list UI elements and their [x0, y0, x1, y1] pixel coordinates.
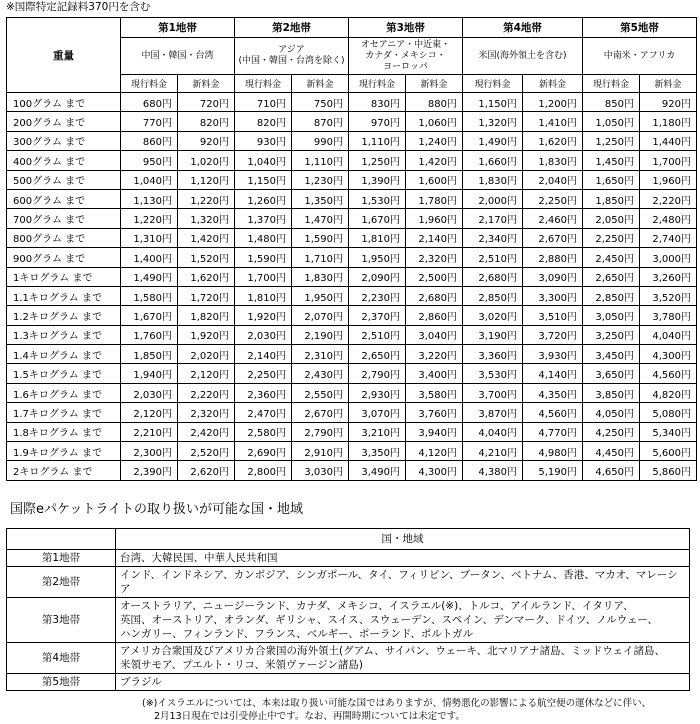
new-rate-cell: 870円	[292, 112, 349, 131]
weight-cell: 100グラム まで	[7, 93, 121, 112]
current-rate-cell: 1,480円	[235, 228, 292, 247]
zone-countries: インド、インドネシア、カンボジア、シンガポール、タイ、フィリピン、ブータン、ベトナム、香港、マカオ、マレーシア	[116, 567, 690, 598]
new-rate-cell: 4,040円	[640, 325, 697, 344]
current-rate-cell: 1,040円	[235, 151, 292, 170]
rate-row	[7, 442, 697, 461]
zone-row	[7, 598, 690, 643]
current-rate-cell: 1,390円	[349, 170, 406, 189]
zone-label: 第5地帯	[7, 674, 116, 691]
current-rate-cell: 2,680円	[463, 267, 523, 286]
new-rate-cell: 720円	[178, 93, 235, 112]
new-rate-cell: 2,310円	[292, 345, 349, 364]
new-rate-cell: 1,710円	[292, 248, 349, 267]
rate-row	[7, 345, 697, 364]
new-rate-cell: 1,420円	[178, 228, 235, 247]
current-rate-cell: 4,450円	[583, 442, 640, 461]
current-rate-cell: 2,370円	[349, 306, 406, 325]
zone-region: アジア (中国・韓国・台湾を除く)	[235, 38, 349, 75]
new-rate-cell: 2,620円	[178, 461, 235, 480]
current-rate-cell: 2,230円	[349, 286, 406, 305]
current-rate-cell: 3,210円	[349, 422, 406, 441]
new-rate-cell: 1,950円	[292, 286, 349, 305]
new-rate-cell: 3,520円	[640, 286, 697, 305]
new-rate-cell: 920円	[178, 131, 235, 150]
current-rate-cell: 3,700円	[463, 383, 523, 402]
zone-region: オセアニア・中近東・ カナダ・メキシコ・ ヨーロッパ	[349, 38, 463, 75]
new-rate-cell: 1,230円	[292, 170, 349, 189]
new-rate-cell: 1,830円	[292, 267, 349, 286]
new-rate-cell: 2,070円	[292, 306, 349, 325]
new-rate-cell: 2,250円	[523, 189, 583, 208]
new-rate-cell: 3,580円	[406, 383, 463, 402]
new-rate-cell: 1,720円	[178, 286, 235, 305]
weight-cell: 500グラム まで	[7, 170, 121, 189]
current-rate-cell: 1,450円	[583, 151, 640, 170]
rate-row	[7, 93, 697, 112]
current-rate-cell: 1,590円	[235, 248, 292, 267]
current-rate-cell: 2,930円	[349, 383, 406, 402]
new-rate-cell: 1,960円	[406, 209, 463, 228]
new-rate-cell: 3,760円	[406, 403, 463, 422]
current-rate-cell: 3,350円	[349, 442, 406, 461]
new-rate-cell: 1,700円	[640, 151, 697, 170]
current-rate-cell: 1,850円	[583, 189, 640, 208]
current-rate-cell: 2,030円	[235, 325, 292, 344]
rate-row	[7, 131, 697, 150]
current-rate-cell: 1,110円	[349, 131, 406, 150]
new-rate-cell: 4,560円	[640, 364, 697, 383]
new-rate-cell: 1,240円	[406, 131, 463, 150]
current-rate-cell: 1,850円	[121, 345, 178, 364]
new-rate-cell: 920円	[640, 93, 697, 112]
new-rate-cell: 3,720円	[523, 325, 583, 344]
new-rate-cell: 3,300円	[523, 286, 583, 305]
current-rate-cell: 4,650円	[583, 461, 640, 480]
current-rate-cell: 2,140円	[235, 345, 292, 364]
current-rate-cell: 2,510円	[349, 325, 406, 344]
new-rate-header: 新料金	[523, 75, 583, 93]
current-rate-cell: 3,020円	[463, 306, 523, 325]
current-rate-cell: 850円	[583, 93, 640, 112]
zone-label: 第1地帯	[7, 550, 116, 567]
new-rate-header: 新料金	[292, 75, 349, 93]
current-rate-cell: 830円	[349, 93, 406, 112]
rate-row	[7, 286, 697, 305]
current-rate-cell: 770円	[121, 112, 178, 131]
new-rate-cell: 2,120円	[178, 364, 235, 383]
new-rate-cell: 2,860円	[406, 306, 463, 325]
weight-cell: 1.4キログラム まで	[7, 345, 121, 364]
current-rate-cell: 1,760円	[121, 325, 178, 344]
countries-section-title: 国際eパケットライトの取り扱いが可能な国・地域	[10, 502, 303, 517]
weight-cell: 1.8キログラム まで	[7, 422, 121, 441]
new-rate-cell: 1,350円	[292, 189, 349, 208]
current-rate-cell: 2,650円	[349, 345, 406, 364]
new-rate-cell: 3,260円	[640, 267, 697, 286]
current-rate-cell: 2,390円	[121, 461, 178, 480]
new-rate-cell: 2,790円	[292, 422, 349, 441]
rate-row	[7, 403, 697, 422]
zone-header-blank	[7, 529, 116, 550]
new-rate-cell: 1,600円	[406, 170, 463, 189]
new-rate-cell: 1,440円	[640, 131, 697, 150]
countries-table	[6, 528, 690, 691]
current-rate-cell: 1,810円	[235, 286, 292, 305]
current-rate-cell: 3,050円	[583, 306, 640, 325]
footnote-line: (※)イスラエルについては、本来は取り扱い可能な国ではありますが、情勢悪化の影響による航空便の運休などに伴い、	[142, 698, 652, 709]
new-rate-cell: 4,560円	[523, 403, 583, 422]
new-rate-cell: 880円	[406, 93, 463, 112]
new-rate-cell: 3,400円	[406, 364, 463, 383]
zone-countries: オーストラリア、ニュージーランド、カナダ、メキシコ、イスラエル(※)、トルコ、アイルランド、イタリア、 英国、オーストリア、オランダ、ギリシャ、スイス、スウェーデン、スペイン、デンマーク、ドイツ、ノルウェー、 ハンガリー、フィンランド、フランス、ベルギー、ポーランド、ポルトガル	[116, 598, 690, 643]
weight-cell: 2キログラム まで	[7, 461, 121, 480]
current-rate-cell: 4,040円	[463, 422, 523, 441]
new-rate-cell: 2,520円	[178, 442, 235, 461]
new-rate-cell: 4,120円	[406, 442, 463, 461]
new-rate-cell: 1,110円	[292, 151, 349, 170]
current-rate-cell: 1,950円	[349, 248, 406, 267]
weight-cell: 1.3キログラム まで	[7, 325, 121, 344]
new-rate-cell: 4,770円	[523, 422, 583, 441]
rate-row	[7, 170, 697, 189]
new-rate-cell: 2,460円	[523, 209, 583, 228]
current-rate-cell: 2,120円	[121, 403, 178, 422]
current-rate-cell: 710円	[235, 93, 292, 112]
new-rate-cell: 1,120円	[178, 170, 235, 189]
current-rate-cell: 3,850円	[583, 383, 640, 402]
new-rate-cell: 3,780円	[640, 306, 697, 325]
new-rate-cell: 2,220円	[178, 383, 235, 402]
current-rate-cell: 2,800円	[235, 461, 292, 480]
rate-row	[7, 228, 697, 247]
current-rate-cell: 1,660円	[463, 151, 523, 170]
current-rate-cell: 2,210円	[121, 422, 178, 441]
current-rate-cell: 2,000円	[463, 189, 523, 208]
current-rate-cell: 2,030円	[121, 383, 178, 402]
rate-row	[7, 383, 697, 402]
current-rate-cell: 4,380円	[463, 461, 523, 480]
rate-row	[7, 248, 697, 267]
weight-cell: 400グラム まで	[7, 151, 121, 170]
current-rate-cell: 1,250円	[583, 131, 640, 150]
new-rate-cell: 3,220円	[406, 345, 463, 364]
zone-header-row	[7, 18, 697, 38]
rate-row	[7, 461, 697, 480]
current-rate-cell: 2,340円	[463, 228, 523, 247]
current-rate-cell: 3,070円	[349, 403, 406, 422]
rate-row	[7, 209, 697, 228]
rate-table	[6, 17, 697, 481]
new-rate-cell: 3,090円	[523, 267, 583, 286]
weight-cell: 700グラム まで	[7, 209, 121, 228]
new-rate-header: 新料金	[406, 75, 463, 93]
new-rate-cell: 2,430円	[292, 364, 349, 383]
current-rate-header: 現行料金	[235, 75, 292, 93]
current-rate-cell: 2,250円	[235, 364, 292, 383]
new-rate-cell: 820円	[178, 112, 235, 131]
zone-label: 第4地帯	[7, 643, 116, 674]
new-rate-cell: 1,420円	[406, 151, 463, 170]
zone-region: 中国・韓国・台湾	[121, 38, 235, 75]
new-rate-cell: 3,510円	[523, 306, 583, 325]
new-rate-cell: 1,830円	[523, 151, 583, 170]
zone-row	[7, 567, 690, 598]
current-rate-cell: 1,580円	[121, 286, 178, 305]
current-rate-cell: 1,260円	[235, 189, 292, 208]
new-rate-cell: 1,180円	[640, 112, 697, 131]
new-rate-cell: 1,520円	[178, 248, 235, 267]
current-rate-cell: 2,850円	[583, 286, 640, 305]
rate-row	[7, 189, 697, 208]
current-rate-cell: 2,250円	[583, 228, 640, 247]
new-rate-cell: 2,420円	[178, 422, 235, 441]
new-rate-cell: 1,590円	[292, 228, 349, 247]
current-rate-cell: 2,050円	[583, 209, 640, 228]
new-rate-cell: 750円	[292, 93, 349, 112]
new-rate-cell: 4,300円	[406, 461, 463, 480]
new-rate-cell: 2,020円	[178, 345, 235, 364]
new-rate-cell: 1,220円	[178, 189, 235, 208]
current-rate-cell: 3,450円	[583, 345, 640, 364]
rate-row	[7, 364, 697, 383]
current-rate-cell: 2,090円	[349, 267, 406, 286]
new-rate-cell: 1,620円	[523, 131, 583, 150]
zone-label: 第3地帯	[7, 598, 116, 643]
new-rate-cell: 4,140円	[523, 364, 583, 383]
new-rate-cell: 2,550円	[292, 383, 349, 402]
current-rate-cell: 860円	[121, 131, 178, 150]
current-rate-cell: 1,940円	[121, 364, 178, 383]
new-rate-cell: 2,670円	[292, 403, 349, 422]
current-rate-cell: 1,700円	[235, 267, 292, 286]
new-rate-cell: 2,320円	[178, 403, 235, 422]
zone-name: 第3地帯	[349, 18, 463, 38]
weight-cell: 200グラム まで	[7, 112, 121, 131]
weight-cell: 300グラム まで	[7, 131, 121, 150]
new-rate-cell: 1,320円	[178, 209, 235, 228]
current-rate-cell: 3,530円	[463, 364, 523, 383]
zone-name: 第5地帯	[583, 18, 697, 38]
current-rate-cell: 1,830円	[463, 170, 523, 189]
new-rate-cell: 5,080円	[640, 403, 697, 422]
current-rate-header: 現行料金	[349, 75, 406, 93]
zone-name: 第1地帯	[121, 18, 235, 38]
current-rate-cell: 2,790円	[349, 364, 406, 383]
rate-row	[7, 422, 697, 441]
current-rate-cell: 1,530円	[349, 189, 406, 208]
new-rate-cell: 4,820円	[640, 383, 697, 402]
current-rate-cell: 3,650円	[583, 364, 640, 383]
current-rate-cell: 1,310円	[121, 228, 178, 247]
current-rate-cell: 1,130円	[121, 189, 178, 208]
current-rate-cell: 1,810円	[349, 228, 406, 247]
new-rate-cell: 1,920円	[178, 325, 235, 344]
weight-cell: 900グラム まで	[7, 248, 121, 267]
rate-row	[7, 267, 697, 286]
new-rate-cell: 5,340円	[640, 422, 697, 441]
current-rate-cell: 2,170円	[463, 209, 523, 228]
current-rate-cell: 3,490円	[349, 461, 406, 480]
weight-cell: 1.6キログラム まで	[7, 383, 121, 402]
rate-row	[7, 306, 697, 325]
weight-cell: 1.2キログラム まで	[7, 306, 121, 325]
footnote-line: 2月13日現在では引受停止中です。なお、再開時期については未定です。	[154, 711, 465, 722]
current-rate-cell: 4,050円	[583, 403, 640, 422]
current-rate-cell: 2,470円	[235, 403, 292, 422]
new-rate-cell: 1,020円	[178, 151, 235, 170]
current-rate-cell: 2,650円	[583, 267, 640, 286]
new-rate-cell: 1,780円	[406, 189, 463, 208]
zone-countries: アメリカ合衆国及びアメリカ合衆国の海外領土(グアム、サイパン、ウェーキ、北マリアナ諸島、ミッドウェイ諸島、 米領サモア、プエルト・リコ、米領ヴァージン諸島)	[116, 643, 690, 674]
weight-header: 重量	[7, 18, 121, 93]
zone-region: 中南米・アフリカ	[583, 38, 697, 75]
current-rate-cell: 950円	[121, 151, 178, 170]
current-rate-cell: 1,650円	[583, 170, 640, 189]
new-rate-cell: 2,670円	[523, 228, 583, 247]
current-rate-cell: 1,490円	[463, 131, 523, 150]
new-rate-cell: 2,190円	[292, 325, 349, 344]
current-rate-cell: 970円	[349, 112, 406, 131]
rate-row	[7, 112, 697, 131]
new-rate-cell: 1,820円	[178, 306, 235, 325]
current-rate-cell: 680円	[121, 93, 178, 112]
footnote	[142, 697, 651, 723]
weight-cell: 1.1キログラム まで	[7, 286, 121, 305]
new-rate-cell: 2,320円	[406, 248, 463, 267]
new-rate-cell: 4,980円	[523, 442, 583, 461]
current-rate-cell: 1,400円	[121, 248, 178, 267]
zone-name: 第4地帯	[463, 18, 583, 38]
new-rate-cell: 3,030円	[292, 461, 349, 480]
current-rate-cell: 930円	[235, 131, 292, 150]
weight-cell: 1.9キログラム まで	[7, 442, 121, 461]
current-rate-header: 現行料金	[583, 75, 640, 93]
new-rate-cell: 3,040円	[406, 325, 463, 344]
new-rate-cell: 5,860円	[640, 461, 697, 480]
current-rate-cell: 2,690円	[235, 442, 292, 461]
new-rate-cell: 1,960円	[640, 170, 697, 189]
new-rate-cell: 2,740円	[640, 228, 697, 247]
new-rate-cell: 2,140円	[406, 228, 463, 247]
weight-cell: 1.7キログラム まで	[7, 403, 121, 422]
new-rate-cell: 1,200円	[523, 93, 583, 112]
current-rate-header: 現行料金	[463, 75, 523, 93]
current-rate-cell: 3,190円	[463, 325, 523, 344]
weight-cell: 1キログラム まで	[7, 267, 121, 286]
rate-row	[7, 151, 697, 170]
current-rate-cell: 1,370円	[235, 209, 292, 228]
new-rate-cell: 2,500円	[406, 267, 463, 286]
current-rate-cell: 1,150円	[235, 170, 292, 189]
zone-row	[7, 643, 690, 674]
new-rate-cell: 2,220円	[640, 189, 697, 208]
current-rate-cell: 820円	[235, 112, 292, 131]
current-rate-cell: 4,250円	[583, 422, 640, 441]
new-rate-cell: 3,000円	[640, 248, 697, 267]
new-rate-cell: 1,410円	[523, 112, 583, 131]
current-rate-cell: 2,360円	[235, 383, 292, 402]
new-rate-cell: 3,930円	[523, 345, 583, 364]
current-rate-cell: 3,870円	[463, 403, 523, 422]
new-rate-cell: 5,190円	[523, 461, 583, 480]
countries-header-row	[7, 529, 690, 550]
zone-label: 第2地帯	[7, 567, 116, 598]
new-rate-cell: 1,620円	[178, 267, 235, 286]
new-rate-cell: 2,880円	[523, 248, 583, 267]
current-rate-cell: 2,850円	[463, 286, 523, 305]
top-note: ※国際特定記録料370円を含む	[6, 1, 151, 13]
new-rate-header: 新料金	[178, 75, 235, 93]
current-rate-cell: 1,150円	[463, 93, 523, 112]
zone-row	[7, 674, 690, 691]
current-rate-cell: 1,320円	[463, 112, 523, 131]
current-rate-cell: 3,360円	[463, 345, 523, 364]
zone-name: 第2地帯	[235, 18, 349, 38]
current-rate-cell: 4,210円	[463, 442, 523, 461]
current-rate-cell: 1,920円	[235, 306, 292, 325]
new-rate-cell: 1,470円	[292, 209, 349, 228]
new-rate-cell: 3,940円	[406, 422, 463, 441]
current-rate-cell: 2,450円	[583, 248, 640, 267]
weight-cell: 1.5キログラム まで	[7, 364, 121, 383]
zone-row	[7, 550, 690, 567]
new-rate-cell: 2,680円	[406, 286, 463, 305]
zone-countries: ブラジル	[116, 674, 690, 691]
countries-header: 国・地域	[116, 529, 690, 550]
current-rate-cell: 2,580円	[235, 422, 292, 441]
new-rate-cell: 990円	[292, 131, 349, 150]
new-rate-cell: 4,300円	[640, 345, 697, 364]
current-rate-cell: 2,300円	[121, 442, 178, 461]
current-rate-cell: 1,220円	[121, 209, 178, 228]
current-rate-cell: 2,510円	[463, 248, 523, 267]
new-rate-cell: 1,060円	[406, 112, 463, 131]
current-rate-cell: 1,250円	[349, 151, 406, 170]
current-rate-cell: 1,050円	[583, 112, 640, 131]
current-rate-cell: 3,250円	[583, 325, 640, 344]
new-rate-cell: 2,910円	[292, 442, 349, 461]
zone-countries: 台湾、大韓民国、中華人民共和国	[116, 550, 690, 567]
new-rate-cell: 2,040円	[523, 170, 583, 189]
zone-region: 米国(海外領土を含む)	[463, 38, 583, 75]
new-rate-cell: 2,480円	[640, 209, 697, 228]
new-rate-cell: 5,600円	[640, 442, 697, 461]
weight-cell: 800グラム まで	[7, 228, 121, 247]
current-rate-header: 現行料金	[121, 75, 178, 93]
rate-row	[7, 325, 697, 344]
current-rate-cell: 1,670円	[349, 209, 406, 228]
new-rate-cell: 4,350円	[523, 383, 583, 402]
new-rate-header: 新料金	[640, 75, 697, 93]
weight-cell: 600グラム まで	[7, 189, 121, 208]
current-rate-cell: 1,670円	[121, 306, 178, 325]
current-rate-cell: 1,490円	[121, 267, 178, 286]
current-rate-cell: 1,040円	[121, 170, 178, 189]
